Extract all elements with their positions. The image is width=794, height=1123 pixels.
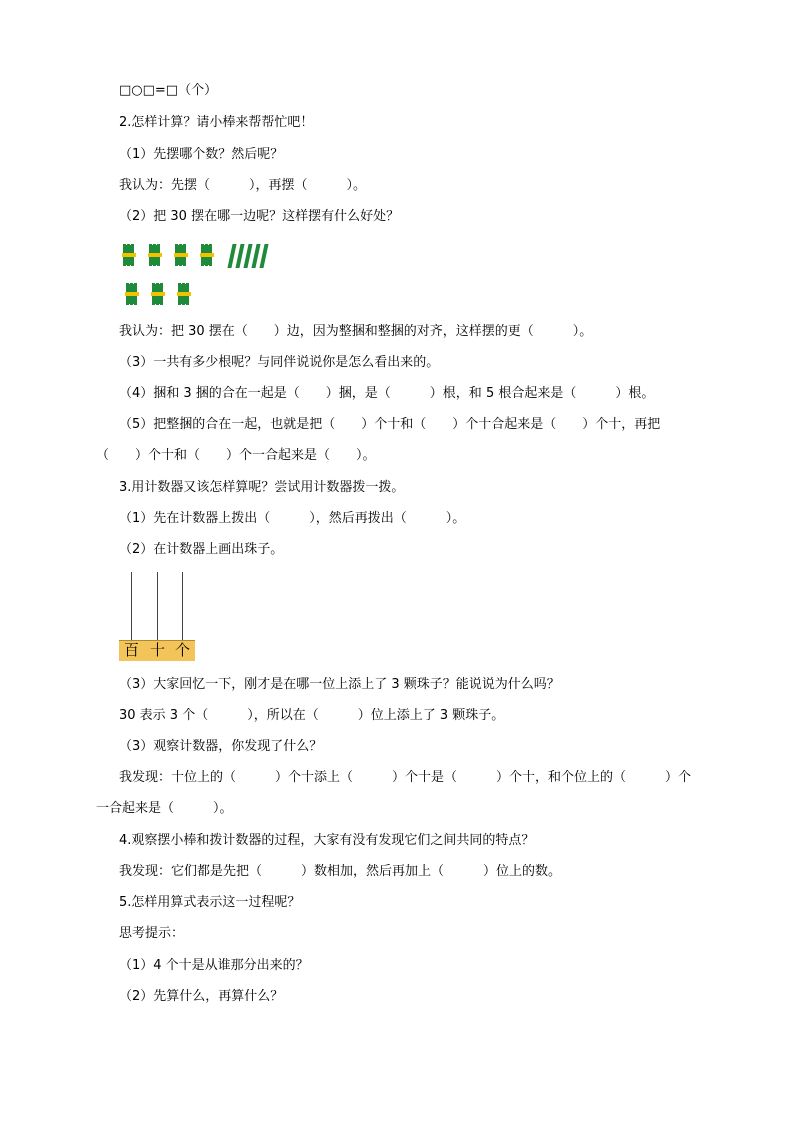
q3-answer-4-cont: 一合起来是（ ）。 (96, 801, 233, 816)
q2-sub-2: （2）把 30 摆在哪一边呢？这样摆有什么好处？ (119, 209, 400, 224)
hint-heading: 思考提示： (119, 926, 185, 941)
q3-answer-3: 30 表示 3 个（ ），所以在（ ）位上添上了 3 颗珠子。 (119, 708, 505, 723)
equation-template: □○□=□（个） (119, 83, 218, 98)
stick-bundle-icon (150, 283, 166, 305)
stick-bundle-icon (176, 283, 192, 305)
counter-label-ones: 个 (175, 641, 191, 659)
question-4-heading: 4.观察摆小棒和拨计数器的过程，大家有没有发现它们之间共同的特点？ (119, 833, 535, 848)
q2-sub-4: （4）捆和 3 捆的合在一起是（ ）捆，是（ ）根，和 5 根合起来是（ ）根。 (119, 386, 655, 401)
counter-label-tens: 十 (150, 641, 166, 659)
stick-bundle-icon (173, 244, 189, 266)
stick-bundle-icon (199, 244, 215, 266)
question-2-heading: 2.怎样计算？请小棒来帮帮忙吧！ (119, 115, 314, 130)
q3-sub-4: （3）观察计数器，你发现了什么？ (119, 739, 323, 754)
q2-answer-2: 我认为：把 30 摆在（ ）边，因为整捆和整捆的对齐，这样摆的更（ ）。 (119, 324, 593, 339)
q2-sub-1: （1）先摆哪个数？然后呢？ (119, 147, 284, 162)
hint-2: （2）先算什么，再算什么？ (119, 989, 284, 1004)
q2-sub-5-cont: （ ）个十和（ ）个一合起来是（ ）。 (96, 448, 376, 463)
stick-bundle-icon (124, 283, 140, 305)
q3-answer-4: 我发现：十位上的（ ）个十添上（ ）个十是（ ）个十，和个位上的（ ）个 (119, 770, 692, 785)
q3-sub-1: （1）先在计数器上拨出（ ），然后再拨出（ ）。 (119, 511, 466, 526)
counter-rod-tens (157, 572, 158, 640)
q4-answer: 我发现：它们都是先把（ ）数相加，然后再加上（ ）位上的数。 (119, 864, 562, 879)
q2-answer-1: 我认为：先摆（ ），再摆（ ）。 (119, 178, 367, 193)
stick-bundle-icon (121, 244, 137, 266)
question-5-heading: 5.怎样用算式表示这一过程呢？ (119, 895, 301, 910)
q3-sub-3: （3）大家回忆一下，刚才是在哪一位上添上了 3 颗珠子？能说说为什么吗？ (119, 677, 560, 692)
question-3-heading: 3.用计数器又该怎样算呢？尝试用计数器拨一拨。 (119, 480, 405, 495)
single-stick-icon (259, 244, 268, 268)
stick-bundle-icon (147, 244, 163, 266)
q2-sub-3: （3）一共有多少根呢？与同伴说说你是怎么看出来的。 (119, 355, 440, 370)
q3-sub-2: （2）在计数器上画出珠子。 (119, 542, 284, 557)
counter-rod-ones (182, 572, 183, 640)
counter-rod-hundreds (131, 572, 132, 640)
counter-label-hundreds: 百 (124, 641, 140, 659)
hint-1: （1）4 个十是从谁那分出来的？ (119, 958, 309, 973)
q2-sub-5: （5）把整捆的合在一起，也就是把（ ）个十和（ ）个十合起来是（ ）个十，再把 (119, 417, 661, 432)
